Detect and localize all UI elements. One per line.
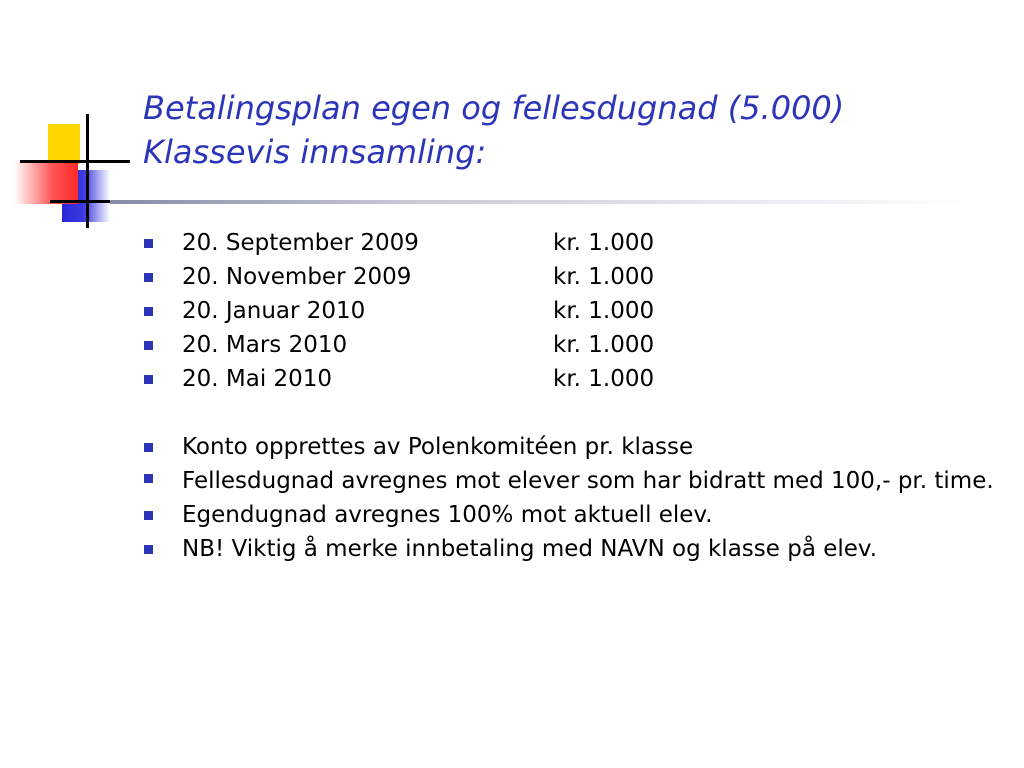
schedule-item <box>144 362 1004 396</box>
square-bullet-icon <box>144 474 153 483</box>
square-bullet-icon <box>144 273 153 282</box>
note-text: Egendugnad avregnes 100% mot aktuell elev. <box>182 502 713 528</box>
square-bullet-icon <box>144 239 153 248</box>
title-line-1: Betalingsplan egen og fellesdugnad (5.000) <box>143 89 845 127</box>
schedule-item <box>144 260 1004 294</box>
schedule-amount: kr. 1.000 <box>553 230 655 256</box>
note-item <box>144 532 1004 566</box>
schedule-amount: kr. 1.000 <box>553 366 655 392</box>
schedule-item <box>144 294 1004 328</box>
schedule-date: 20. Mars 2010 <box>182 332 348 358</box>
schedule-item <box>144 328 1004 362</box>
square-bullet-icon <box>144 375 153 384</box>
notes-list <box>144 430 1004 566</box>
note-text: Konto opprettes av Polenkomitéen pr. klasse <box>182 434 694 460</box>
schedule-date: 20. Mai 2010 <box>182 366 333 392</box>
slide-title <box>143 86 1003 174</box>
square-bullet-icon <box>144 511 153 520</box>
horizontal-line-top <box>20 160 130 163</box>
decorative-logo-graphic <box>0 0 160 240</box>
square-bullet-icon <box>144 545 153 554</box>
note-item <box>144 430 1004 464</box>
square-bullet-icon <box>144 443 153 452</box>
title-underline-rule <box>110 200 970 204</box>
note-text: Fellesdugnad avregnes mot elever som har bidratt med 100,- pr. time. <box>182 468 994 494</box>
schedule-date: 20. Januar 2010 <box>182 298 366 324</box>
slide-content <box>144 226 1004 566</box>
yellow-square <box>48 124 80 164</box>
list-spacer <box>144 396 1004 430</box>
payment-schedule-list <box>144 226 1004 396</box>
vertical-line <box>86 114 89 228</box>
note-text: NB! Viktig å merke innbetaling med NAVN og klasse på elev. <box>182 536 878 562</box>
schedule-amount: kr. 1.000 <box>553 332 655 358</box>
schedule-amount: kr. 1.000 <box>553 264 655 290</box>
note-item <box>144 464 1004 498</box>
square-bullet-icon <box>144 307 153 316</box>
schedule-date: 20. September 2009 <box>182 230 419 256</box>
square-bullet-icon <box>144 341 153 350</box>
note-item <box>144 498 1004 532</box>
schedule-amount: kr. 1.000 <box>553 298 655 324</box>
red-square <box>14 160 78 204</box>
schedule-date: 20. November 2009 <box>182 264 412 290</box>
schedule-item <box>144 226 1004 260</box>
title-line-2: Klassevis innsamling: <box>143 133 487 171</box>
